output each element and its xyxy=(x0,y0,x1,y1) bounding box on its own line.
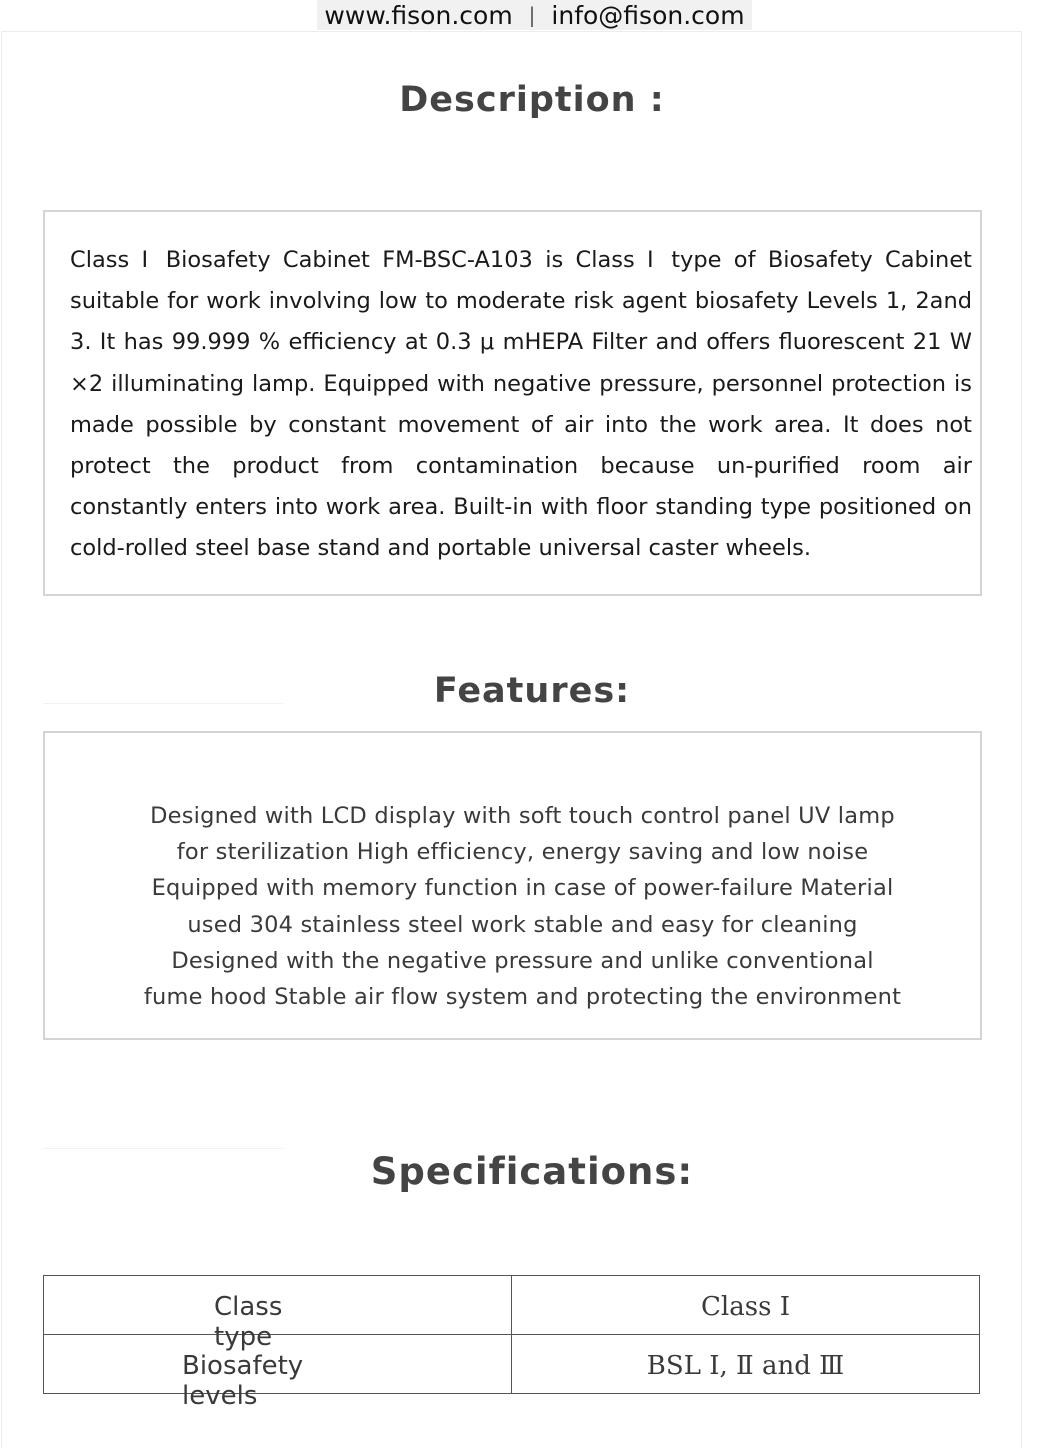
specifications-table xyxy=(43,1275,980,1411)
table-row xyxy=(44,1276,980,1335)
website-link[interactable]: www.fison.com xyxy=(324,0,513,30)
spec-label: Class type xyxy=(214,1292,283,1352)
spec-value-cell xyxy=(512,1276,980,1335)
table-row xyxy=(44,1335,980,1394)
features-heading: Features: xyxy=(433,671,631,711)
divider xyxy=(43,1148,283,1149)
description-heading: Description : xyxy=(399,80,665,120)
email-link[interactable]: info@fison.com xyxy=(551,0,745,30)
features-text: Designed with LCD display with soft touch control panel UV lamp for sterilization High efficiency, energy saving and low noise Equipped with memory function in case of power-failure Material used 304 stainless steel work stable and easy for cleaning Designed with the negative pressure and unlike conventional fume hood Stable air flow system and protecting the environment xyxy=(143,803,902,1011)
spec-label-cell xyxy=(44,1335,512,1411)
specifications-heading: Specifications: xyxy=(370,1150,694,1193)
spec-label: Biosafety levels xyxy=(182,1351,304,1411)
spec-value-cell xyxy=(512,1335,980,1394)
contact-bar xyxy=(317,0,752,30)
spec-value: BSL Ⅰ, Ⅱ and Ⅲ xyxy=(646,1351,845,1381)
separator: | xyxy=(528,3,536,27)
spec-value: Class Ⅰ xyxy=(701,1292,790,1322)
spec-label-cell xyxy=(44,1276,512,1352)
description-text: Class Ⅰ Biosafety Cabinet FM-BSC-A103 is Class Ⅰ type of Biosafety Cabinet suitable for work involving low to moderate risk agent biosafety Levels 1, 2and 3. It has 99.999 % efficiency at 0.3 μ mHEPA Filter and offers fluorescent 21 W ×2 illuminating lamp. Equipped with negative pressure, personnel protection is made possible by constant movement of air into the work area. It does not protect the product from contamination because un-purified room air constantly enters into work area. Built-in with floor standing type positioned on cold-rolled steel base stand and portable universal caster wheels. xyxy=(70,247,972,562)
